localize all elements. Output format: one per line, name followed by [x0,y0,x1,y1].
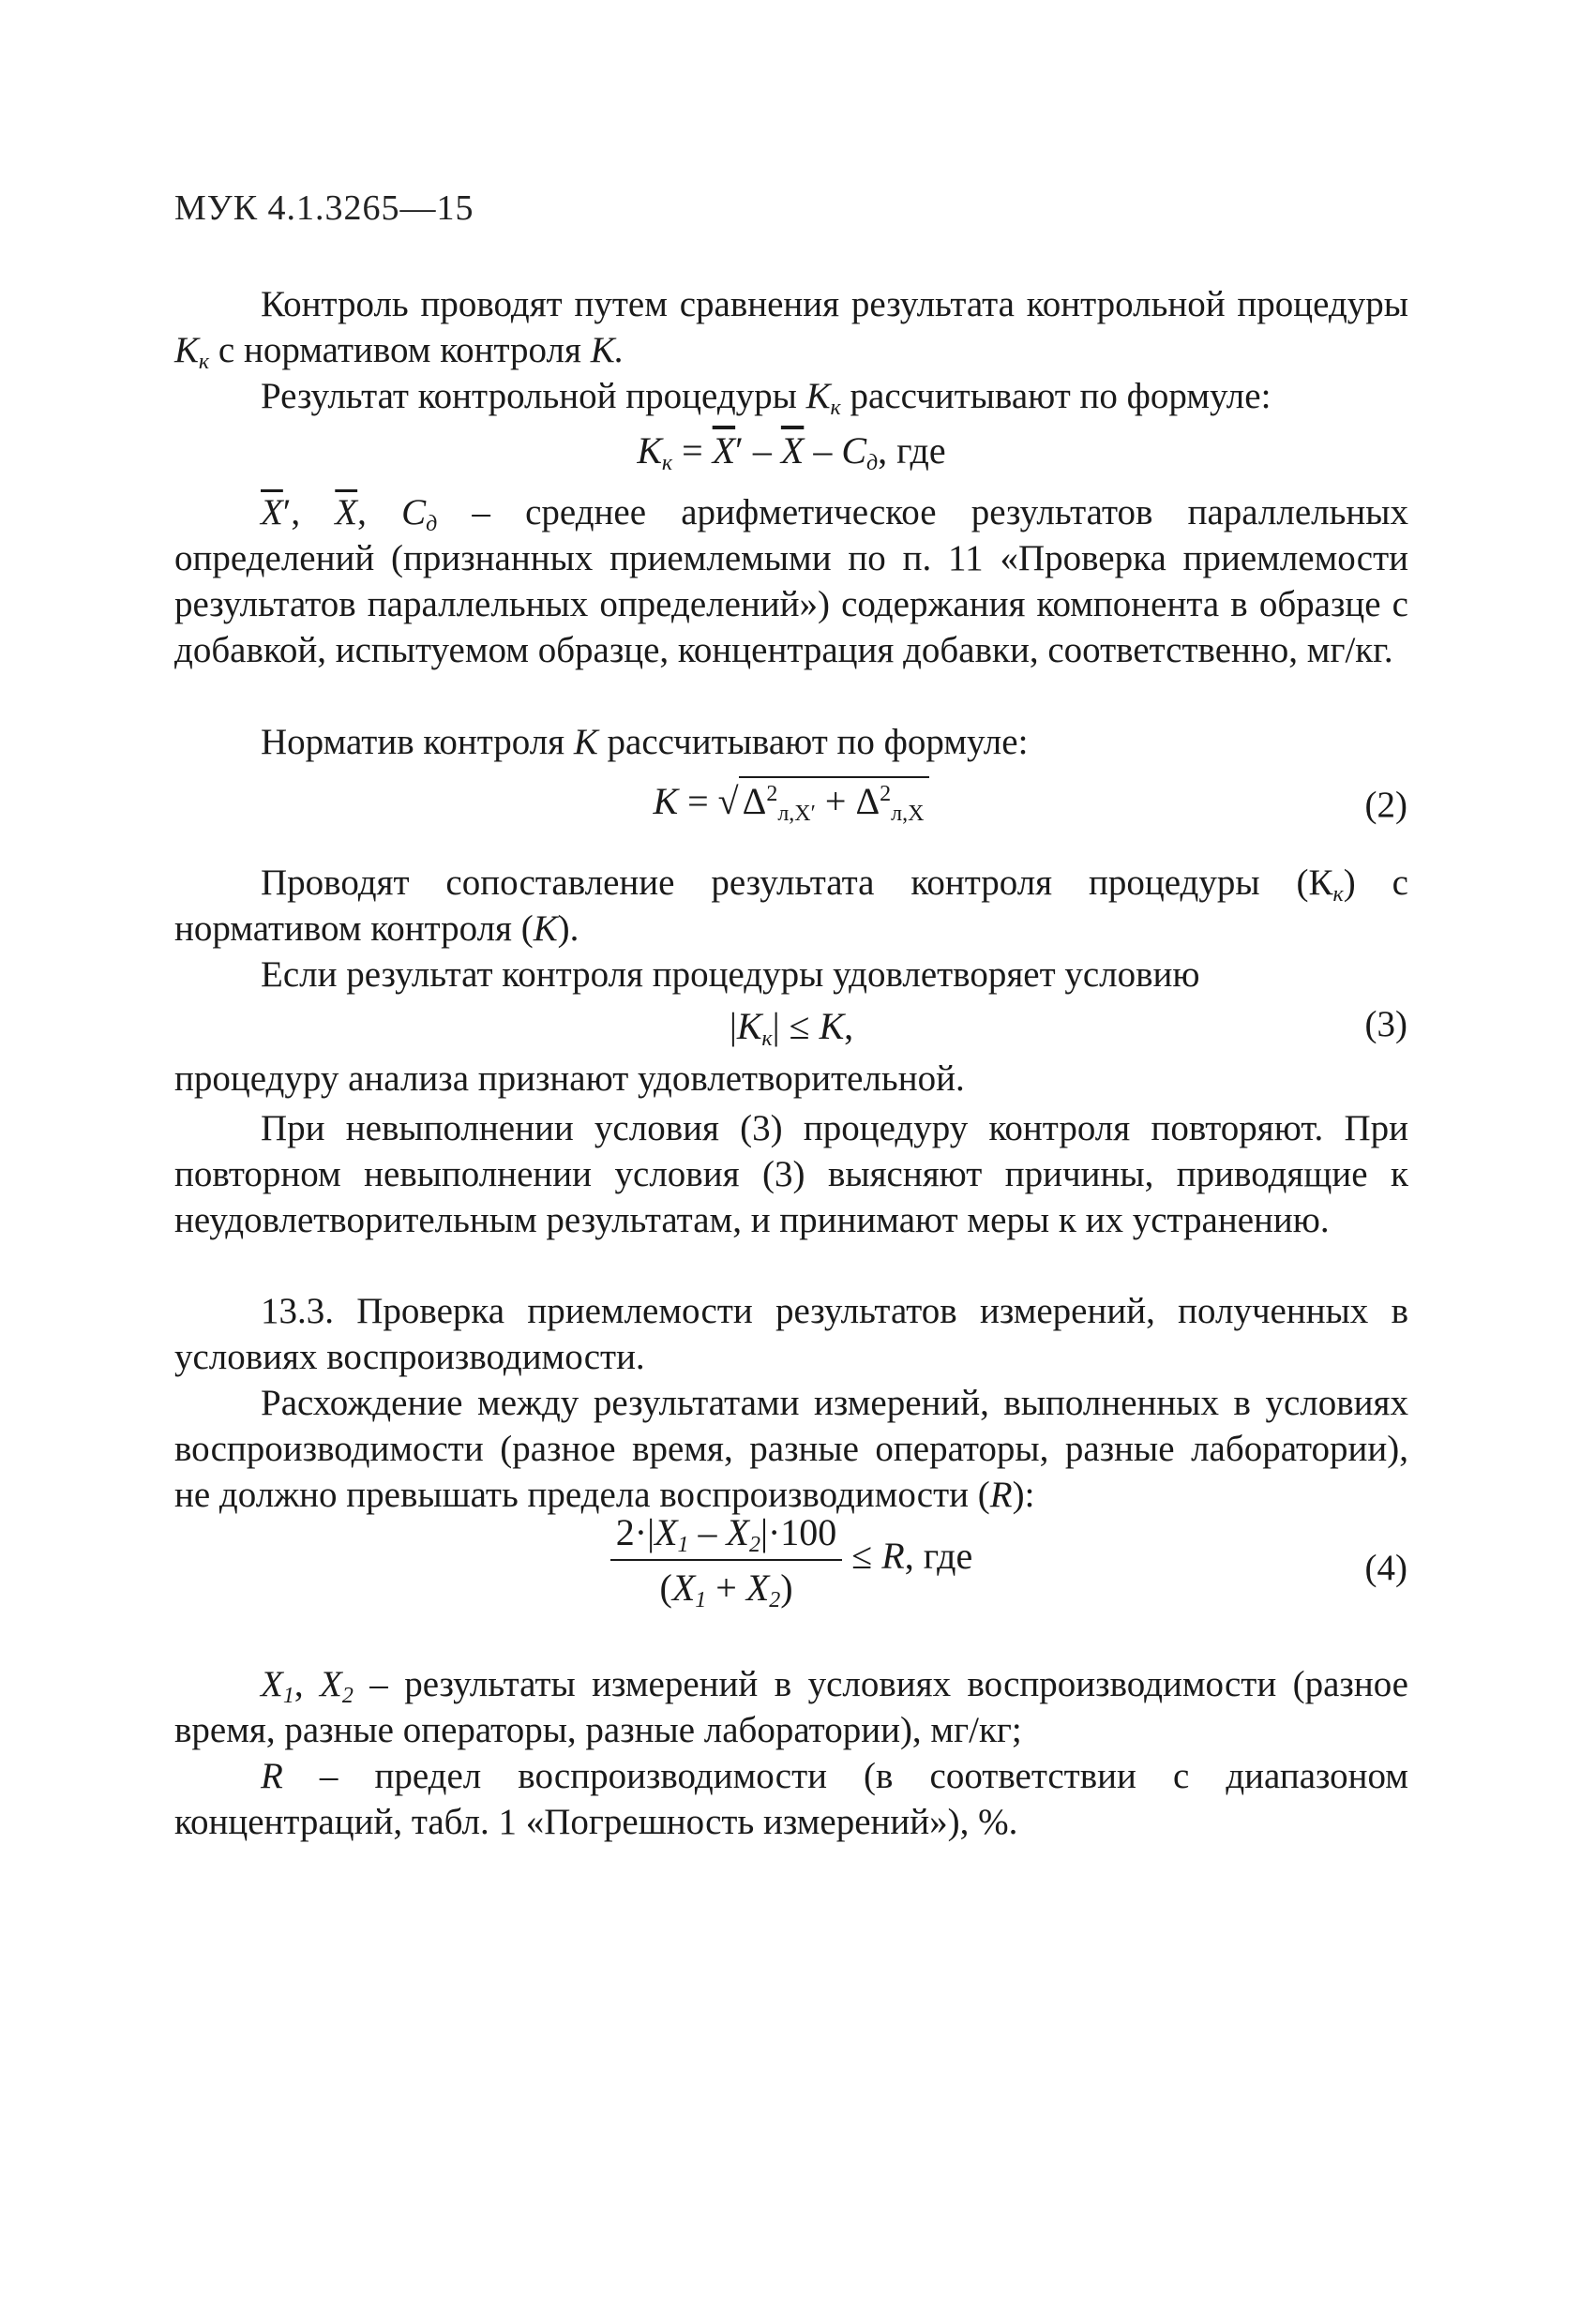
paragraph-reproducibility: Расхождение между результатами измерений, выполненных в условиях воспроизводимости (разное время, разные операторы, разные лаборатории), не должно превышать предела воспроизводимости (R): [174,1383,1408,1515]
equation-2: К = √ $\Delta^2_{л,X'} + \Delta^2_{л,X}$ [174,778,1408,824]
paragraph-variables-3: R – предел воспроизводимости (в соответствии с диапазоном концентраций, табл. 1 «Погрешность измерений»), %. [174,1756,1408,1842]
document-header: МУК 4.1.3265—15 [174,188,474,228]
paragraph-condition: Если результат контроля процедуры удовлетворяет условию [261,954,1200,995]
equation-4-number: (4) [1364,1548,1407,1588]
paragraph-satisfactory: процедуру анализа признают удовлетворительной. [174,1058,965,1099]
paragraph-formula-intro: Результат контрольной процедуры $К_к$ рассчитывают по формуле: [261,376,1271,420]
paragraph-repeat: При невыполнении условия (3) процедуру контроля повторяют. При повторном невыполнении условия (3) выясняют причины, приводящие к неудовлетворительным результатам, и принимают меры к их устранению. [174,1108,1408,1240]
paragraph-comparison: Проводят сопоставление результата контроля процедуры $(К_к)$ с нормативом контроля (К). [174,862,1408,949]
paragraph-norm-intro: Норматив контроля К рассчитывают по формуле: [261,722,1029,762]
equation-4: $\frac{2\cdot|X_1 - X_2|\cdot 100}{(X_1 + X_2)}$ ≤ R, где [174,1509,1408,1611]
equation-3: $|К_к| \le К$, [729,1005,854,1051]
paragraph-control-method: Контроль проводят путем сравнения результата контрольной процедуры $К_к$ с нормативом контроля К. [174,284,1408,374]
paragraph-variables-2: $X_1$, $X_2$ – результаты измерений в условиях воспроизводимости (разное время, разные операторы, разные лаборатории), мг/кг; [174,1664,1408,1750]
section-13-3: 13.3. Проверка приемлемости результатов измерений, полученных в условиях воспроизводимости. [174,1291,1408,1377]
equation-2-number: (2) [1364,785,1407,825]
paragraph-variables-1: $\overline{X}'$, $\overline{X}$, $C_д$ – среднее арифметическое результатов параллельных определений (признанных приемлемыми по п. 11 «Проверка приемлемости результатов параллельных определений») содержания компонента в образце с добавкой, испытуемом образце, концентрация добавки, соответственно, мг/кг. [174,492,1408,670]
equation-1: $К_к = \overline{X}' - \overline{X} - C_д$, где [637,429,946,475]
equation-3-number: (3) [1364,1004,1407,1044]
